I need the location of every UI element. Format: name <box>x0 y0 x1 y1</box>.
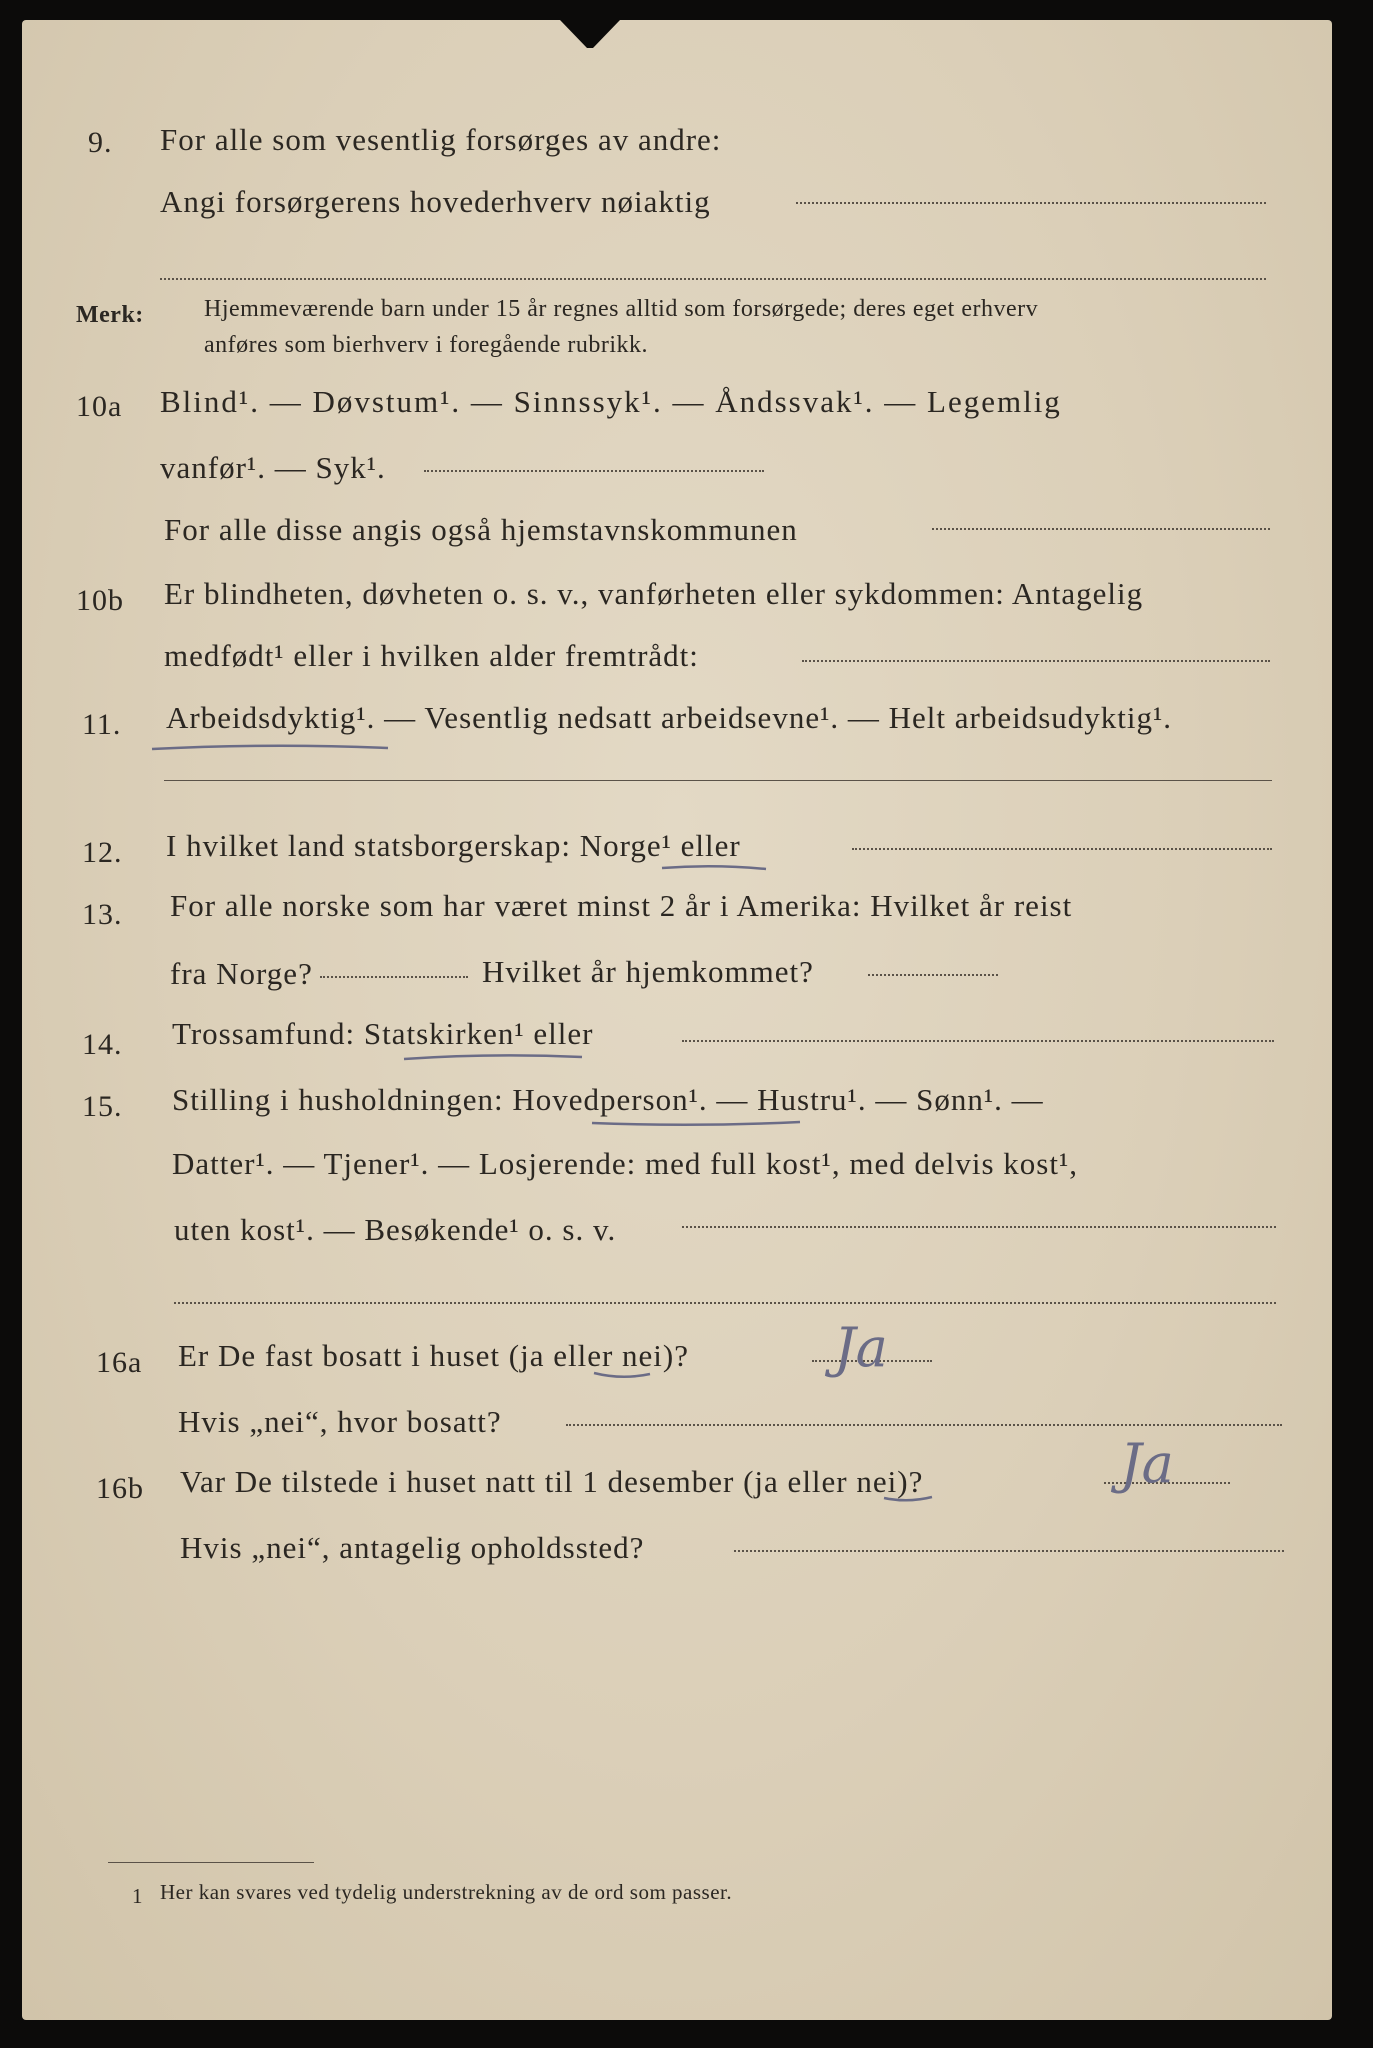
footnote-mark: 1 <box>132 1884 143 1908</box>
q10a-line3: For alle disse angis også hjemstavnskommunen <box>164 512 798 547</box>
q15-number: 15. <box>82 1090 123 1123</box>
q16b-line1: Var De tilstede i huset natt til 1 desember (ja eller nei)? <box>180 1464 924 1499</box>
merk-line1: Hjemmeværende barn under 15 år regnes alltid som forsørgede; deres eget erhverv <box>204 296 1039 322</box>
q9-line2: Angi forsørgerens hovederhverv nøiaktig <box>160 184 711 219</box>
q9-number: 9. <box>88 126 113 159</box>
q11-answer-field[interactable] <box>164 780 1272 781</box>
q13-number: 13. <box>82 898 123 931</box>
q9-answer-field[interactable] <box>796 202 1266 204</box>
q13-reist-field[interactable] <box>320 976 468 978</box>
q16b-handwritten-answer: Ja <box>1120 1432 1174 1495</box>
q10b-answer-field[interactable] <box>802 660 1270 662</box>
q16a-number: 16a <box>96 1346 143 1379</box>
q12-line1: I hvilket land statsborgerskap: Norge¹ eller <box>166 828 741 863</box>
q15-answer-field-2[interactable] <box>174 1302 1276 1304</box>
q16b-line2: Hvis „nei“, antagelig opholdssted? <box>180 1530 645 1565</box>
q13-line2a: fra Norge? <box>170 956 313 991</box>
q14-answer-field[interactable] <box>682 1040 1274 1042</box>
q12-answer-field[interactable] <box>852 848 1272 850</box>
q13-line2b: Hvilket år hjemkommet? <box>482 954 814 989</box>
q11-handwritten-underline <box>150 742 390 752</box>
footnote-text: Her kan svares ved tydelig understrekning av de ord som passer. <box>160 1880 733 1904</box>
q10b-line2: medfødt¹ eller i hvilken alder fremtrådt: <box>164 638 699 673</box>
q15-handwritten-underline <box>590 1118 802 1128</box>
merk-label: Merk: <box>76 302 144 328</box>
q16a-handwritten-answer: Ja <box>834 1316 888 1379</box>
q14-number: 14. <box>82 1028 123 1061</box>
q16b-opholdssted-field[interactable] <box>734 1550 1284 1552</box>
q10b-line1: Er blindheten, døvheten o. s. v., vanførheten eller sykdommen: Antagelig <box>164 576 1144 611</box>
footnote-rule <box>108 1862 314 1863</box>
q10a-line2: vanfør¹. — Syk¹. <box>160 450 386 485</box>
q10a-number: 10a <box>76 390 123 423</box>
q16a-line1: Er De fast bosatt i huset (ja eller nei)? <box>178 1338 689 1373</box>
q16b-number: 16b <box>96 1472 144 1505</box>
q15-line2: Datter¹. — Tjener¹. — Losjerende: med full kost¹, med delvis kost¹, <box>172 1146 1078 1181</box>
q10b-number: 10b <box>76 584 124 617</box>
q13-line1: For alle norske som har været minst 2 år i Amerika: Hvilket år reist <box>170 888 1073 923</box>
q15-answer-field[interactable] <box>682 1226 1276 1228</box>
q14-handwritten-underline <box>402 1052 584 1062</box>
q10a-line1: Blind¹. — Døvstum¹. — Sinnssyk¹. — Åndssvak¹. — Legemlig <box>160 384 1062 419</box>
q9-answer-field-2[interactable] <box>160 278 1266 280</box>
q12-handwritten-underline <box>660 862 768 872</box>
q15-line1: Stilling i husholdningen: Hovedperson¹. — Hustru¹. — Sønn¹. — <box>172 1082 1044 1117</box>
q13-hjemkommet-field[interactable] <box>868 974 998 976</box>
q12-number: 12. <box>82 836 123 869</box>
q16a-line2: Hvis „nei“, hvor bosatt? <box>178 1404 502 1439</box>
q10a-answer-field[interactable] <box>424 470 764 472</box>
q15-line3: uten kost¹. — Besøkende¹ o. s. v. <box>174 1212 617 1247</box>
q16a-handwritten-underline <box>592 1370 652 1380</box>
merk-line2: anføres som bierhverv i foregående rubrikk. <box>204 332 649 358</box>
q11-line1: Arbeidsdyktig¹. — Vesentlig nedsatt arbeidsevne¹. — Helt arbeidsudyktig¹. <box>166 700 1173 735</box>
q16b-handwritten-underline <box>882 1494 934 1504</box>
q16a-bosatt-field[interactable] <box>566 1424 1282 1426</box>
q9-line1: For alle som vesentlig forsørges av andre: <box>160 122 722 157</box>
q10a-kommune-field[interactable] <box>932 528 1270 530</box>
q11-number: 11. <box>82 708 122 741</box>
q14-line1: Trossamfund: Statskirken¹ eller <box>172 1016 594 1051</box>
